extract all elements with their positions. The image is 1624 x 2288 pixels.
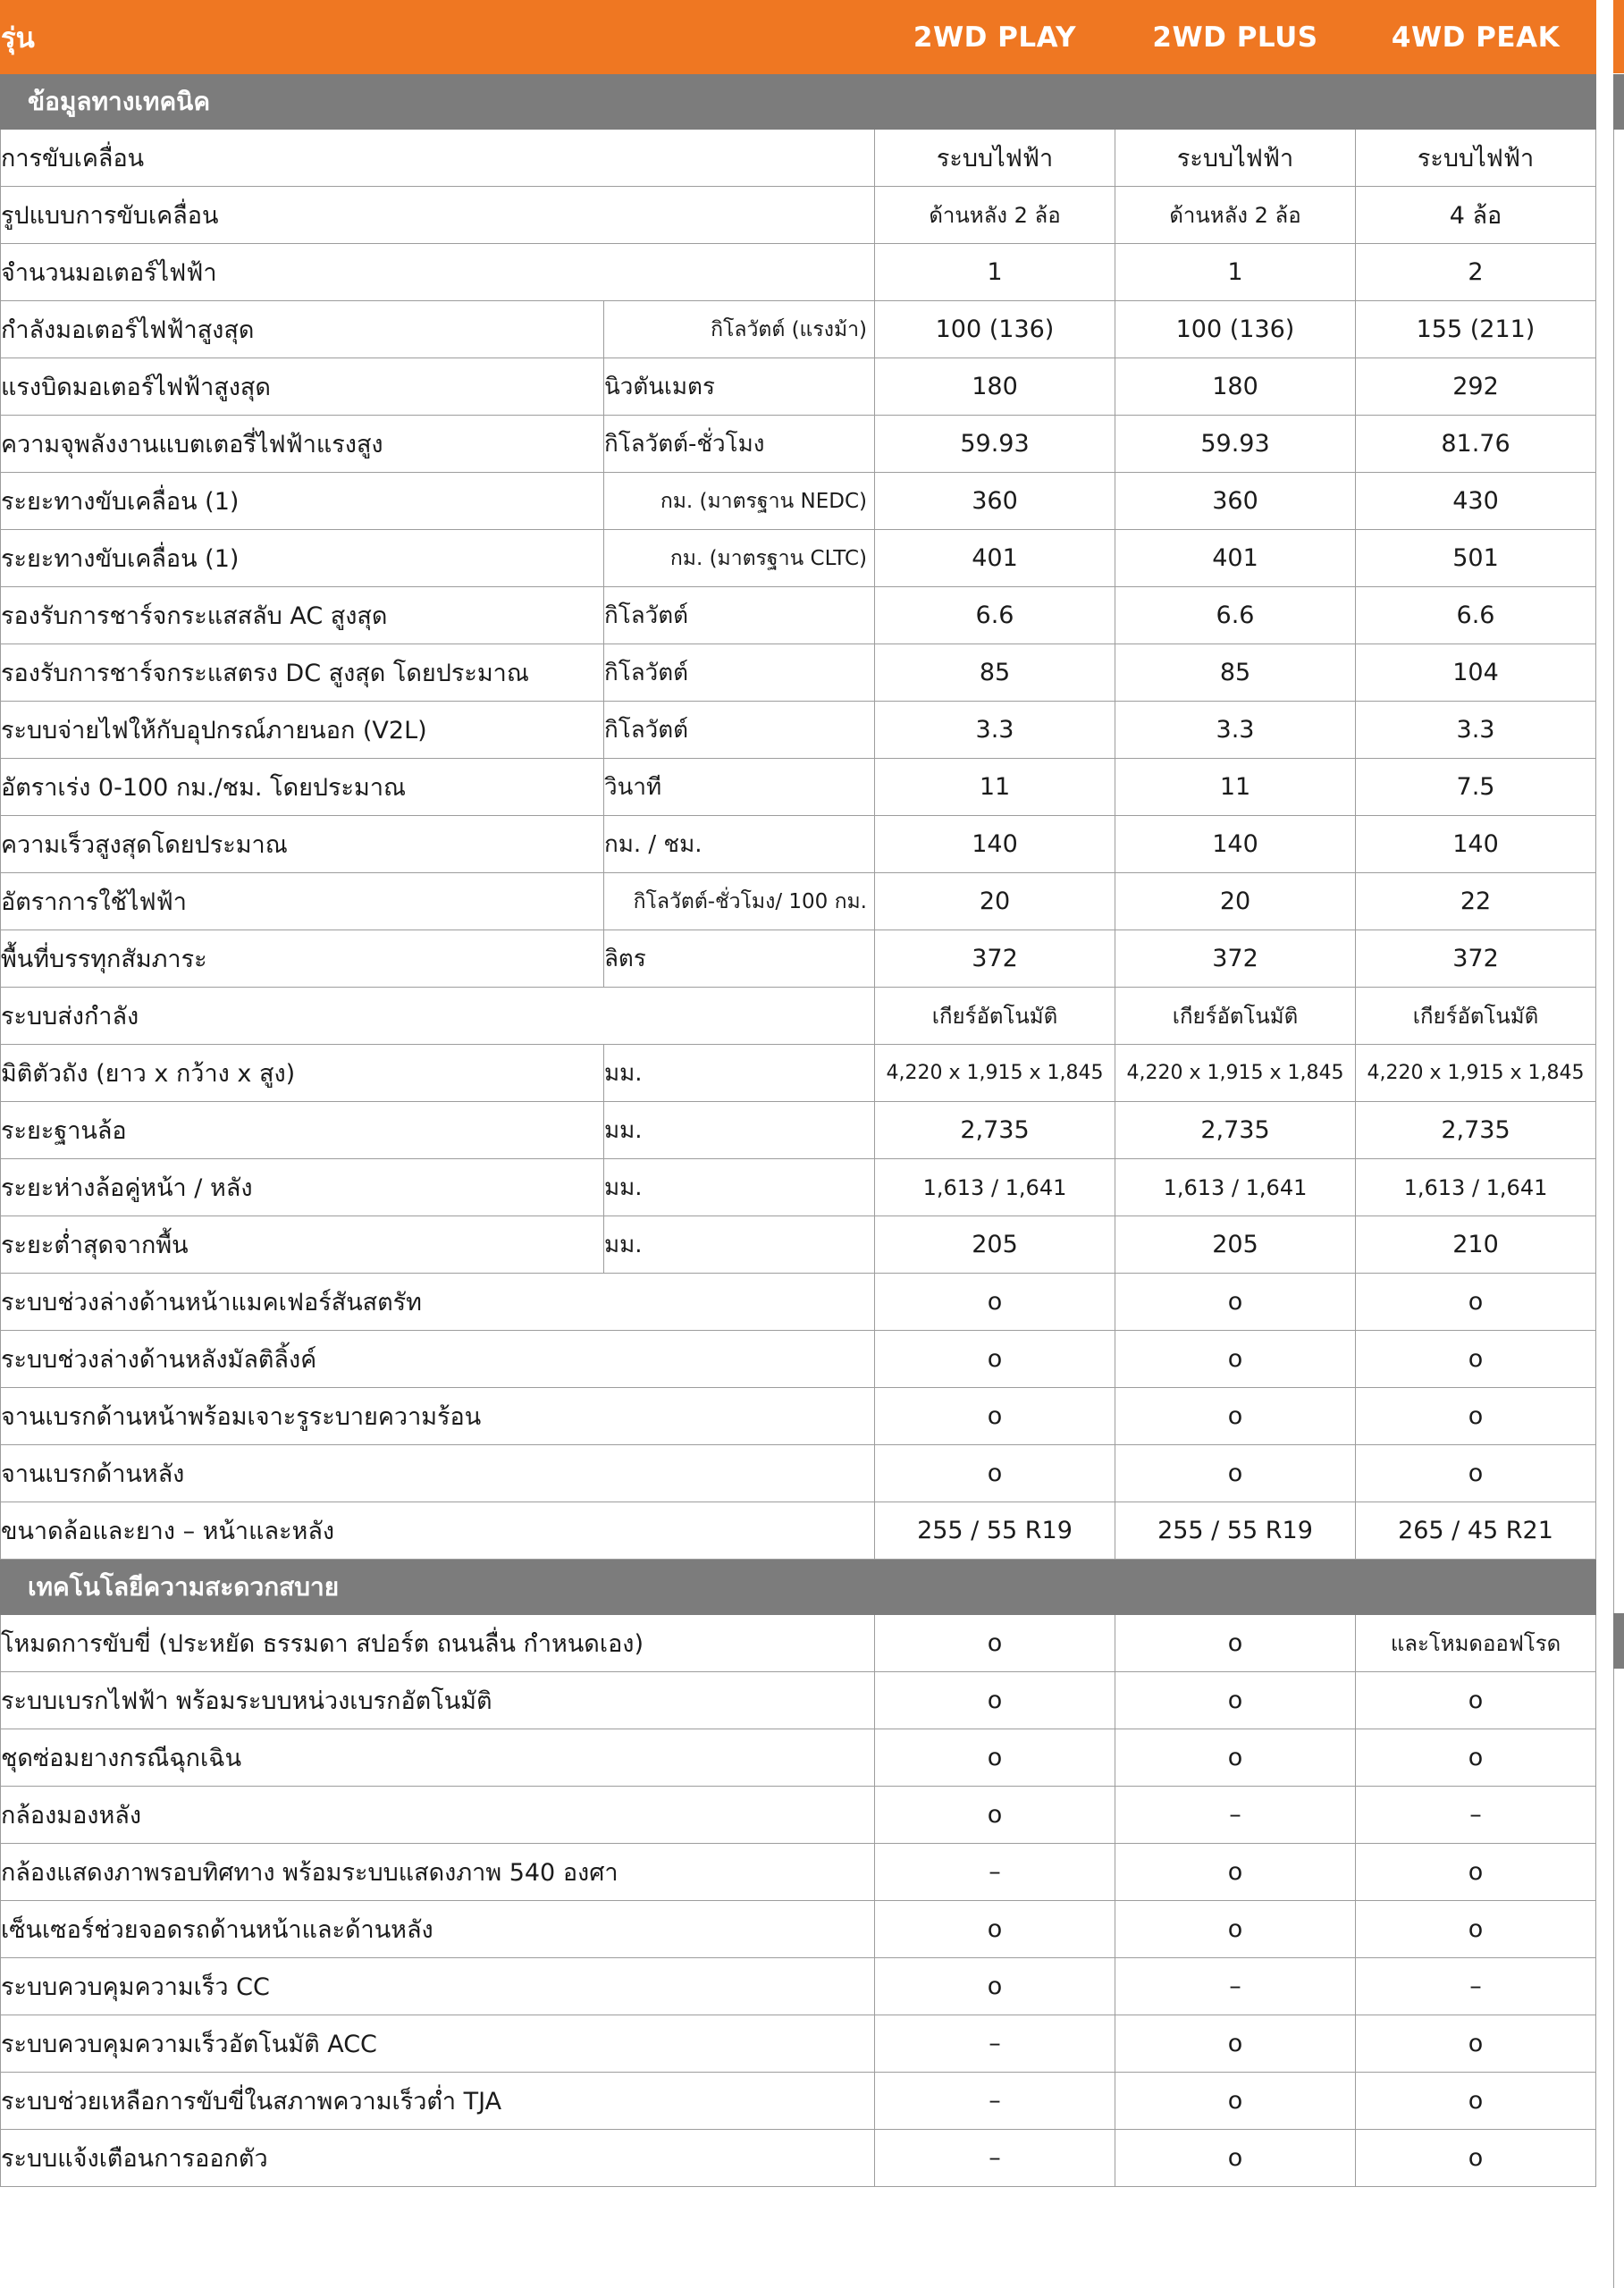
row-value-3: o [1356, 1901, 1596, 1958]
header-model-label: รุ่น [1, 1, 875, 74]
row-label: ระบบช่วงล่างด้านหน้าแมคเฟอร์สันสตรัท [1, 1274, 875, 1331]
table-row [1, 1502, 1596, 1560]
table-row [1, 1672, 1596, 1729]
row-unit: วินาที [604, 759, 875, 816]
row-value-2: 100 (136) [1115, 301, 1356, 358]
table-row [1, 130, 1596, 187]
row-label: พื้นที่บรรทุกสัมภาระ [1, 930, 604, 988]
table-row [1, 416, 1596, 473]
section-title: เทคโนโลยีความสะดวกสบาย [1, 1560, 1596, 1615]
row-value-2: 1 [1115, 244, 1356, 301]
row-label: รองรับการชาร์จกระแสตรง DC สูงสุด โดยประมาณ [1, 644, 604, 702]
row-unit: กิโลวัตต์ [604, 702, 875, 759]
row-value-3: 3.3 [1356, 702, 1596, 759]
row-label: กล้องมองหลัง [1, 1787, 875, 1844]
row-label: จำนวนมอเตอร์ไฟฟ้า [1, 244, 875, 301]
row-value-2: 360 [1115, 473, 1356, 530]
row-value-1: 1,613 / 1,641 [875, 1159, 1115, 1216]
row-value-2: 6.6 [1115, 587, 1356, 644]
row-value-1: o [875, 1331, 1115, 1388]
row-unit: มม. [604, 1159, 875, 1216]
table-row [1, 1159, 1596, 1216]
section-header-row [1, 1560, 1596, 1615]
table-row [1, 816, 1596, 873]
row-label: มิติตัวถัง (ยาว x กว้าง x สูง) [1, 1045, 604, 1102]
page-edge-body2 [1613, 1669, 1624, 2288]
row-value-3: – [1356, 1787, 1596, 1844]
row-value-1: o [875, 1615, 1115, 1672]
table-row [1, 2130, 1596, 2187]
row-value-1: 1 [875, 244, 1115, 301]
row-unit: กิโลวัตต์-ชั่วโมง/ 100 กม. [604, 873, 875, 930]
row-value-2: o [1115, 1901, 1356, 1958]
row-value-2: – [1115, 1958, 1356, 2015]
row-value-3: 22 [1356, 873, 1596, 930]
table-row [1, 244, 1596, 301]
row-value-2: o [1115, 2130, 1356, 2187]
row-label: อัตราการใช้ไฟฟ้า [1, 873, 604, 930]
row-label: ระบบช่วงล่างด้านหลังมัลติลิ้งค์ [1, 1331, 875, 1388]
row-value-1: 3.3 [875, 702, 1115, 759]
row-value-3: 4,220 x 1,915 x 1,845 [1356, 1045, 1596, 1102]
row-label: ระยะห่างล้อคู่หน้า / หลัง [1, 1159, 604, 1216]
row-value-2: – [1115, 1787, 1356, 1844]
header-variant-1: 2WD PLAY [875, 1, 1115, 74]
row-unit: มม. [604, 1216, 875, 1274]
row-value-1: 372 [875, 930, 1115, 988]
table-row [1, 1331, 1596, 1388]
row-value-1: – [875, 2130, 1115, 2187]
table-row [1, 1958, 1596, 2015]
row-value-2: o [1115, 1615, 1356, 1672]
row-value-2: เกียร์อัตโนมัติ [1115, 988, 1356, 1045]
table-row [1, 1445, 1596, 1502]
row-value-1: 140 [875, 816, 1115, 873]
row-value-3: 265 / 45 R21 [1356, 1502, 1596, 1560]
row-value-2: o [1115, 2073, 1356, 2130]
row-value-2: 372 [1115, 930, 1356, 988]
row-value-3: และโหมดออฟโรด [1356, 1615, 1596, 1672]
table-row [1, 873, 1596, 930]
row-value-3: 2 [1356, 244, 1596, 301]
row-value-3: o [1356, 1729, 1596, 1787]
row-value-1: ระบบไฟฟ้า [875, 130, 1115, 187]
table-row [1, 759, 1596, 816]
row-value-2: 3.3 [1115, 702, 1356, 759]
row-value-3: 210 [1356, 1216, 1596, 1274]
row-value-2: o [1115, 1331, 1356, 1388]
table-row [1, 1216, 1596, 1274]
row-value-2: 205 [1115, 1216, 1356, 1274]
row-label: ระบบควบคุมความเร็วอัตโนมัติ ACC [1, 2015, 875, 2073]
row-value-2: 59.93 [1115, 416, 1356, 473]
row-value-3: – [1356, 1958, 1596, 2015]
row-label: ระยะต่ำสุดจากพื้น [1, 1216, 604, 1274]
row-label: ระยะทางขับเคลื่อน (1) [1, 530, 604, 587]
row-unit: กิโลวัตต์-ชั่วโมง [604, 416, 875, 473]
row-unit: มม. [604, 1045, 875, 1102]
row-label: เซ็นเซอร์ช่วยจอดรถด้านหน้าและด้านหลัง [1, 1901, 875, 1958]
page-edge-accent [1613, 0, 1624, 73]
row-unit: กม. / ชม. [604, 816, 875, 873]
row-value-3: o [1356, 1672, 1596, 1729]
row-value-3: 140 [1356, 816, 1596, 873]
row-value-1: เกียร์อัตโนมัติ [875, 988, 1115, 1045]
row-value-2: 180 [1115, 358, 1356, 416]
table-row [1, 2015, 1596, 2073]
row-value-3: 81.76 [1356, 416, 1596, 473]
row-unit: กม. (มาตรฐาน CLTC) [604, 530, 875, 587]
row-value-2: o [1115, 1445, 1356, 1502]
row-unit: ลิตร [604, 930, 875, 988]
row-value-3: ระบบไฟฟ้า [1356, 130, 1596, 187]
row-value-3: o [1356, 2073, 1596, 2130]
row-label: กล้องแสดงภาพรอบทิศทาง พร้อมระบบแสดงภาพ 540 องศา [1, 1844, 875, 1901]
row-value-1: 59.93 [875, 416, 1115, 473]
table-row [1, 530, 1596, 587]
row-value-1: 85 [875, 644, 1115, 702]
row-value-3: o [1356, 1445, 1596, 1502]
row-value-2: 11 [1115, 759, 1356, 816]
row-value-1: o [875, 1672, 1115, 1729]
table-row [1, 1844, 1596, 1901]
row-value-2: 401 [1115, 530, 1356, 587]
table-row [1, 587, 1596, 644]
table-row [1, 2073, 1596, 2130]
row-value-1: 401 [875, 530, 1115, 587]
row-value-2: o [1115, 1729, 1356, 1787]
row-label: ระบบแจ้งเตือนการออกตัว [1, 2130, 875, 2187]
row-value-1: 4,220 x 1,915 x 1,845 [875, 1045, 1115, 1102]
row-label: ความเร็วสูงสุดโดยประมาณ [1, 816, 604, 873]
row-value-1: 180 [875, 358, 1115, 416]
table-row [1, 702, 1596, 759]
table-row [1, 1729, 1596, 1787]
table-row [1, 1102, 1596, 1159]
table-row [1, 988, 1596, 1045]
row-value-1: – [875, 2015, 1115, 2073]
row-label: ระบบเบรกไฟฟ้า พร้อมระบบหน่วงเบรกอัตโนมัติ [1, 1672, 875, 1729]
row-value-3: 104 [1356, 644, 1596, 702]
row-label: การขับเคลื่อน [1, 130, 875, 187]
row-value-3: 292 [1356, 358, 1596, 416]
row-label: จานเบรกด้านหน้าพร้อมเจาะรูระบายความร้อน [1, 1388, 875, 1445]
row-value-1: 11 [875, 759, 1115, 816]
row-value-3: 372 [1356, 930, 1596, 988]
row-value-3: 7.5 [1356, 759, 1596, 816]
row-unit: กม. (มาตรฐาน NEDC) [604, 473, 875, 530]
row-label: แรงบิดมอเตอร์ไฟฟ้าสูงสุด [1, 358, 604, 416]
row-value-2: o [1115, 2015, 1356, 2073]
row-unit: กิโลวัตต์ [604, 587, 875, 644]
row-value-3: 4 ล้อ [1356, 187, 1596, 244]
table-row [1, 1388, 1596, 1445]
row-value-3: o [1356, 1331, 1596, 1388]
row-label: ความจุพลังงานแบตเตอรี่ไฟฟ้าแรงสูง [1, 416, 604, 473]
page-edge-body [1613, 130, 1624, 1613]
row-value-1: 6.6 [875, 587, 1115, 644]
row-value-1: – [875, 2073, 1115, 2130]
row-value-3: 430 [1356, 473, 1596, 530]
row-value-2: 4,220 x 1,915 x 1,845 [1115, 1045, 1356, 1102]
table-row [1, 473, 1596, 530]
row-value-1: – [875, 1844, 1115, 1901]
row-label: ขนาดล้อและยาง – หน้าและหลัง [1, 1502, 875, 1560]
row-value-2: 1,613 / 1,641 [1115, 1159, 1356, 1216]
row-label: ระยะทางขับเคลื่อน (1) [1, 473, 604, 530]
table-row [1, 1274, 1596, 1331]
row-unit: กิโลวัตต์ [604, 644, 875, 702]
row-value-1: o [875, 1729, 1115, 1787]
row-value-2: 140 [1115, 816, 1356, 873]
row-value-1: ด้านหลัง 2 ล้อ [875, 187, 1115, 244]
row-label: ระยะฐานล้อ [1, 1102, 604, 1159]
row-value-3: 155 (211) [1356, 301, 1596, 358]
row-value-3: o [1356, 2130, 1596, 2187]
row-value-2: o [1115, 1844, 1356, 1901]
table-row [1, 1787, 1596, 1844]
row-value-1: 205 [875, 1216, 1115, 1274]
row-value-1: 20 [875, 873, 1115, 930]
row-value-3: o [1356, 1388, 1596, 1445]
row-value-1: 360 [875, 473, 1115, 530]
row-value-1: 255 / 55 R19 [875, 1502, 1115, 1560]
row-label: รองรับการชาร์จกระแสสลับ AC สูงสุด [1, 587, 604, 644]
row-value-3: 1,613 / 1,641 [1356, 1159, 1596, 1216]
row-label: กำลังมอเตอร์ไฟฟ้าสูงสุด [1, 301, 604, 358]
table-row [1, 644, 1596, 702]
row-value-3: 2,735 [1356, 1102, 1596, 1159]
row-label: ระบบจ่ายไฟให้กับอุปกรณ์ภายนอก (V2L) [1, 702, 604, 759]
row-value-2: o [1115, 1274, 1356, 1331]
row-label: โหมดการขับขี่ (ประหยัด ธรรมดา สปอร์ต ถนนลื่น กำหนดเอง) [1, 1615, 875, 1672]
row-value-3: เกียร์อัตโนมัติ [1356, 988, 1596, 1045]
row-value-3: 501 [1356, 530, 1596, 587]
row-value-2: 85 [1115, 644, 1356, 702]
row-value-1: o [875, 1388, 1115, 1445]
row-unit: กิโลวัตต์ (แรงม้า) [604, 301, 875, 358]
table-row [1, 358, 1596, 416]
row-label: ระบบควบคุมความเร็ว CC [1, 1958, 875, 2015]
table-row [1, 930, 1596, 988]
row-value-2: ระบบไฟฟ้า [1115, 130, 1356, 187]
row-value-1: o [875, 1787, 1115, 1844]
page-edge-section [1613, 74, 1624, 130]
row-value-2: ด้านหลัง 2 ล้อ [1115, 187, 1356, 244]
header-variant-3: 4WD PEAK [1356, 1, 1596, 74]
row-value-3: o [1356, 2015, 1596, 2073]
row-value-1: 100 (136) [875, 301, 1115, 358]
row-label: อัตราเร่ง 0-100 กม./ชม. โดยประมาณ [1, 759, 604, 816]
section-title: ข้อมูลทางเทคนิค [1, 74, 1596, 130]
row-unit: มม. [604, 1102, 875, 1159]
row-label: ชุดซ่อมยางกรณีฉุกเฉิน [1, 1729, 875, 1787]
table-row [1, 1045, 1596, 1102]
row-value-2: 2,735 [1115, 1102, 1356, 1159]
table-header-row [1, 1, 1596, 74]
row-value-3: o [1356, 1274, 1596, 1331]
row-label: รูปแบบการขับเคลื่อน [1, 187, 875, 244]
table-row [1, 1615, 1596, 1672]
row-value-3: 6.6 [1356, 587, 1596, 644]
page-edge-section2 [1613, 1613, 1624, 1669]
row-value-2: o [1115, 1388, 1356, 1445]
row-label: จานเบรกด้านหลัง [1, 1445, 875, 1502]
section-header-row [1, 74, 1596, 130]
row-unit: นิวตันเมตร [604, 358, 875, 416]
row-value-1: o [875, 1958, 1115, 2015]
row-value-2: 20 [1115, 873, 1356, 930]
row-label: ระบบช่วยเหลือการขับขี่ในสภาพความเร็วต่ำ TJA [1, 2073, 875, 2130]
row-value-2: o [1115, 1672, 1356, 1729]
row-value-3: o [1356, 1844, 1596, 1901]
table-row [1, 1901, 1596, 1958]
row-value-2: 255 / 55 R19 [1115, 1502, 1356, 1560]
header-variant-2: 2WD PLUS [1115, 1, 1356, 74]
table-row [1, 187, 1596, 244]
row-value-1: 2,735 [875, 1102, 1115, 1159]
table-row [1, 301, 1596, 358]
row-value-1: o [875, 1274, 1115, 1331]
row-value-1: o [875, 1901, 1115, 1958]
row-value-1: o [875, 1445, 1115, 1502]
row-label: ระบบส่งกำลัง [1, 988, 875, 1045]
